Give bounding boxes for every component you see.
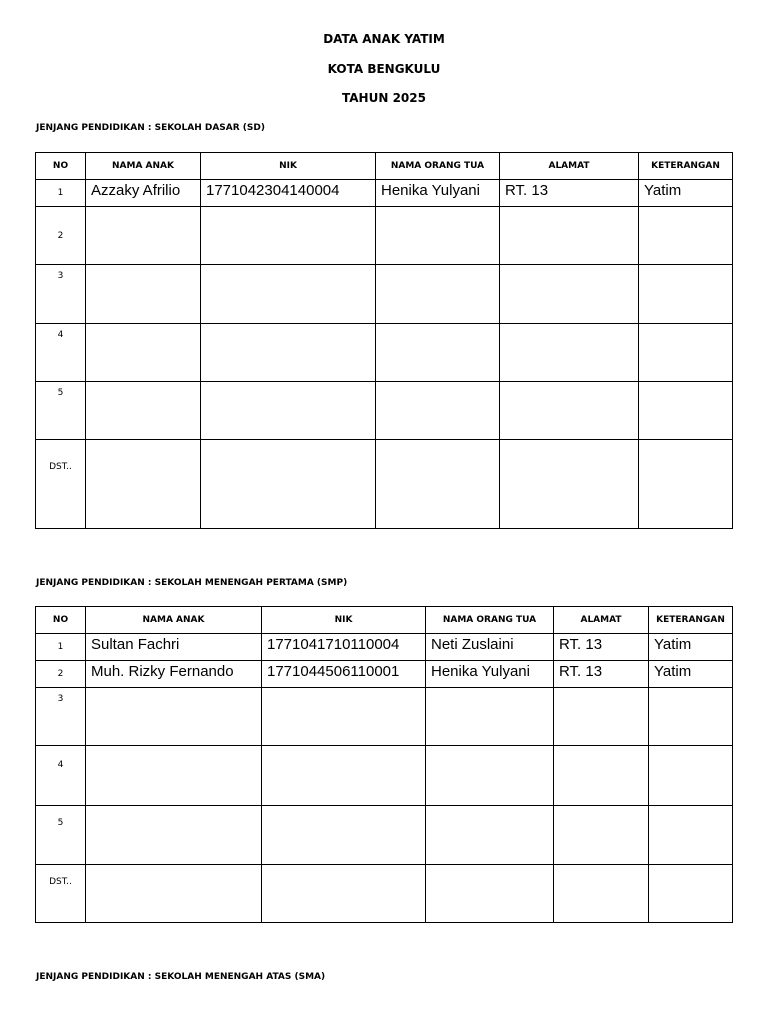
table-smp xyxy=(35,606,733,923)
cell-nama-anak: Sultan Fachri xyxy=(86,634,262,661)
header-nik: NIK xyxy=(201,153,376,180)
cell-keterangan xyxy=(639,382,733,440)
cell-nama-orang-tua xyxy=(376,324,500,382)
cell-nik: 1771041710110004 xyxy=(262,634,426,661)
header-keterangan: KETERANGAN xyxy=(639,153,733,180)
cell-nik xyxy=(201,440,376,529)
cell-nama-anak xyxy=(86,688,262,746)
table-row xyxy=(36,688,733,746)
cell-no: DST.. xyxy=(36,440,86,529)
section-label-sd: JENJANG PENDIDIKAN : SEKOLAH DASAR (SD) xyxy=(36,123,265,133)
cell-no: 3 xyxy=(36,688,86,746)
header-alamat: ALAMAT xyxy=(500,153,639,180)
cell-alamat xyxy=(500,207,639,265)
table-row xyxy=(36,207,733,265)
cell-nik: 1771042304140004 xyxy=(201,180,376,207)
cell-no: 2 xyxy=(36,661,86,688)
cell-nik xyxy=(201,265,376,324)
cell-nik xyxy=(262,688,426,746)
header-nama-orang-tua: NAMA ORANG TUA xyxy=(376,153,500,180)
document-title: DATA ANAK YATIM xyxy=(323,32,445,46)
cell-nama-anak xyxy=(86,382,201,440)
cell-nama-orang-tua xyxy=(376,440,500,529)
cell-nama-anak xyxy=(86,440,201,529)
table-row xyxy=(36,382,733,440)
cell-nik xyxy=(262,806,426,865)
cell-nama-orang-tua xyxy=(426,688,554,746)
table-row xyxy=(36,265,733,324)
header-alamat: ALAMAT xyxy=(554,607,649,634)
cell-keterangan xyxy=(649,806,733,865)
cell-nama-orang-tua: Neti Zuslaini xyxy=(426,634,554,661)
table-row xyxy=(36,324,733,382)
cell-alamat xyxy=(554,688,649,746)
header-no: NO xyxy=(36,153,86,180)
cell-nik xyxy=(262,746,426,806)
section-label-smp: JENJANG PENDIDIKAN : SEKOLAH MENENGAH PERTAMA (SMP) xyxy=(36,578,348,588)
header-nama-anak: NAMA ANAK xyxy=(86,607,262,634)
cell-nama-orang-tua xyxy=(426,806,554,865)
cell-no: 4 xyxy=(36,324,86,382)
cell-nama-orang-tua: Henika Yulyani xyxy=(376,180,500,207)
cell-no: 4 xyxy=(36,746,86,806)
cell-nama-anak xyxy=(86,746,262,806)
cell-nama-orang-tua xyxy=(376,382,500,440)
header-nama-orang-tua: NAMA ORANG TUA xyxy=(426,607,554,634)
cell-no: 5 xyxy=(36,806,86,865)
cell-no: 5 xyxy=(36,382,86,440)
cell-nama-anak: Muh. Rizky Fernando xyxy=(86,661,262,688)
cell-alamat xyxy=(500,382,639,440)
cell-nama-orang-tua xyxy=(376,207,500,265)
cell-alamat xyxy=(554,865,649,923)
cell-nama-anak xyxy=(86,207,201,265)
cell-keterangan xyxy=(649,746,733,806)
table-row xyxy=(36,661,733,688)
cell-nik xyxy=(201,207,376,265)
cell-nik xyxy=(262,865,426,923)
cell-keterangan: Yatim xyxy=(639,180,733,207)
table-row xyxy=(36,746,733,806)
header-nik: NIK xyxy=(262,607,426,634)
cell-no: 3 xyxy=(36,265,86,324)
cell-nama-orang-tua xyxy=(376,265,500,324)
cell-keterangan: Yatim xyxy=(649,634,733,661)
document-subtitle-year: TAHUN 2025 xyxy=(342,91,426,105)
cell-alamat: RT. 13 xyxy=(554,661,649,688)
document-subtitle-city: KOTA BENGKULU xyxy=(327,62,441,76)
cell-alamat xyxy=(500,324,639,382)
cell-nik: 1771044506110001 xyxy=(262,661,426,688)
cell-keterangan xyxy=(649,688,733,746)
cell-nama-orang-tua xyxy=(426,746,554,806)
table-sd xyxy=(35,152,733,529)
cell-no: 1 xyxy=(36,180,86,207)
cell-no: DST.. xyxy=(36,865,86,923)
table-row xyxy=(36,865,733,923)
table-row xyxy=(36,180,733,207)
section-label-sma: JENJANG PENDIDIKAN : SEKOLAH MENENGAH ATAS (SMA) xyxy=(36,972,326,982)
cell-nik xyxy=(201,324,376,382)
cell-alamat: RT. 13 xyxy=(554,634,649,661)
cell-nik xyxy=(201,382,376,440)
cell-nama-orang-tua xyxy=(426,865,554,923)
table-header-row xyxy=(36,607,733,634)
table-row xyxy=(36,440,733,529)
cell-nama-anak xyxy=(86,865,262,923)
cell-nama-anak: Azzaky Afrilio xyxy=(86,180,201,207)
header-nama-anak: NAMA ANAK xyxy=(86,153,201,180)
cell-nama-anak xyxy=(86,806,262,865)
header-no: NO xyxy=(36,607,86,634)
cell-keterangan xyxy=(639,440,733,529)
cell-alamat: RT. 13 xyxy=(500,180,639,207)
cell-no: 2 xyxy=(36,207,86,265)
header-keterangan: KETERANGAN xyxy=(649,607,733,634)
cell-keterangan: Yatim xyxy=(649,661,733,688)
cell-keterangan xyxy=(649,865,733,923)
cell-nama-anak xyxy=(86,265,201,324)
cell-alamat xyxy=(554,746,649,806)
table-row xyxy=(36,806,733,865)
cell-keterangan xyxy=(639,265,733,324)
cell-keterangan xyxy=(639,324,733,382)
cell-alamat xyxy=(500,265,639,324)
cell-nama-orang-tua: Henika Yulyani xyxy=(426,661,554,688)
cell-nama-anak xyxy=(86,324,201,382)
table-header-row xyxy=(36,153,733,180)
cell-keterangan xyxy=(639,207,733,265)
cell-alamat xyxy=(500,440,639,529)
table-row xyxy=(36,634,733,661)
cell-alamat xyxy=(554,806,649,865)
cell-no: 1 xyxy=(36,634,86,661)
